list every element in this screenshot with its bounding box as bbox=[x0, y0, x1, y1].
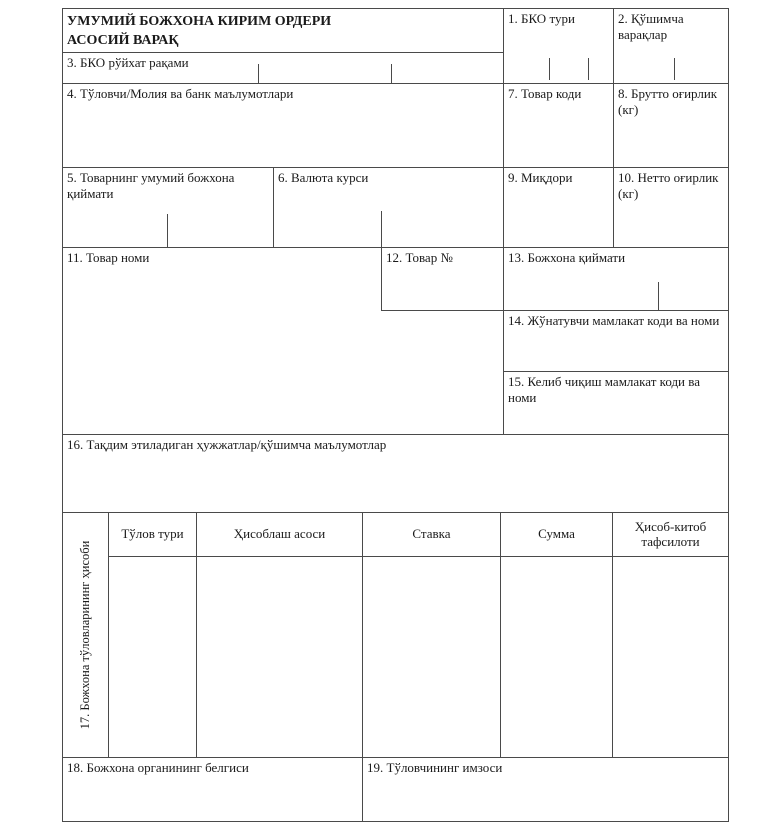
field-18-customs-authority-mark bbox=[63, 758, 363, 821]
table-cell-calculation-basis bbox=[197, 557, 363, 757]
tick-divider bbox=[258, 64, 259, 83]
tick-divider bbox=[391, 64, 392, 83]
customs-receipt-order-form bbox=[62, 8, 729, 822]
field-18-label: 18. Божхона органининг белгиси bbox=[67, 760, 249, 775]
field-9-label: 9. Миқдори bbox=[508, 170, 573, 185]
tick-divider bbox=[658, 282, 659, 310]
column-header-calculation-basis bbox=[197, 513, 363, 557]
field-13-label: 13. Божхона қиймати bbox=[508, 250, 626, 265]
field-12-label: 12. Товар № bbox=[386, 250, 453, 265]
field-3-bko-registration-number bbox=[63, 53, 504, 84]
field-16-submitted-documents bbox=[63, 435, 728, 513]
field-6-currency-rate bbox=[274, 168, 504, 248]
table-cell-calculation-details bbox=[613, 557, 728, 757]
tick-divider bbox=[167, 214, 168, 247]
table-cell-amount bbox=[501, 557, 613, 757]
tick-divider bbox=[588, 58, 589, 80]
field-4-payer-bank-details bbox=[63, 84, 504, 168]
field-8-gross-weight bbox=[614, 84, 728, 168]
field-17-label: 17. Божхона тўловларининг ҳисоби bbox=[78, 540, 92, 730]
field-5-total-customs-value bbox=[63, 168, 274, 248]
field-3-label: 3. БКО рўйхат рақами bbox=[67, 55, 189, 70]
column-header-label: Ҳисоб-китоб тафсилоти bbox=[634, 518, 707, 549]
field-8-label: 8. Брутто оғирлик (кг) bbox=[618, 86, 718, 117]
table-cell-payment-type bbox=[109, 557, 197, 757]
column-header-amount bbox=[501, 513, 613, 557]
tick-divider bbox=[381, 211, 382, 247]
tick-divider bbox=[549, 58, 550, 80]
column-header-calculation-details bbox=[613, 513, 728, 557]
field-19-label: 19. Тўловчининг имзоси bbox=[367, 760, 503, 775]
column-header-rate bbox=[363, 513, 501, 557]
field-6-label: 6. Валюта курси bbox=[278, 170, 369, 185]
field-14-dispatch-country bbox=[504, 311, 728, 372]
column-header-label: Сумма bbox=[538, 526, 575, 542]
field-12-goods-number bbox=[381, 248, 504, 311]
field-4-label: 4. Тўловчи/Молия ва банк маълумотлари bbox=[67, 86, 294, 101]
field-13-customs-value bbox=[504, 248, 728, 311]
table-cell-rate bbox=[363, 557, 501, 757]
field-7-label: 7. Товар коди bbox=[508, 86, 582, 101]
field-2-label: 2. Қўшимча варақлар bbox=[618, 11, 684, 42]
field-16-label: 16. Тақдим этиладиган ҳужжатлар/қўшимча маълумотлар bbox=[67, 437, 387, 452]
form-title-line1: УМУМИЙ БОЖХОНА КИРИМ ОРДЕРИ bbox=[67, 14, 332, 29]
field-14-label: 14. Жўнатувчи мамлакат коди ва номи bbox=[508, 313, 720, 328]
column-header-label: Ҳисоблаш асоси bbox=[233, 526, 326, 542]
column-header-label: Тўлов тури bbox=[121, 526, 184, 542]
tick-divider bbox=[674, 58, 675, 80]
field-15-label: 15. Келиб чиқиш мамлакат коди ва номи bbox=[508, 374, 700, 405]
field-10-net-weight bbox=[614, 168, 728, 248]
form-title-line2: АСОСИЙ ВАРАҚ bbox=[67, 32, 179, 48]
field-19-payer-signature bbox=[363, 758, 728, 821]
payments-table bbox=[63, 513, 728, 758]
field-10-label: 10. Нетто оғирлик (кг) bbox=[618, 170, 719, 201]
field-5-label: 5. Товарнинг умумий божхона қиймати bbox=[67, 170, 235, 201]
field-11-label: 11. Товар номи bbox=[67, 250, 150, 265]
field-1-label: 1. БКО тури bbox=[508, 11, 575, 26]
field-15-origin-country bbox=[504, 372, 728, 435]
field-1-bko-type bbox=[504, 9, 614, 84]
field-9-quantity bbox=[504, 168, 614, 248]
field-2-additional-sheets bbox=[614, 9, 728, 84]
column-header-payment-type bbox=[109, 513, 197, 557]
form-title bbox=[63, 9, 504, 53]
column-header-label: Ставка bbox=[412, 526, 451, 542]
field-17-payments-calculation-sidebar bbox=[63, 513, 109, 757]
field-7-goods-code bbox=[504, 84, 614, 168]
